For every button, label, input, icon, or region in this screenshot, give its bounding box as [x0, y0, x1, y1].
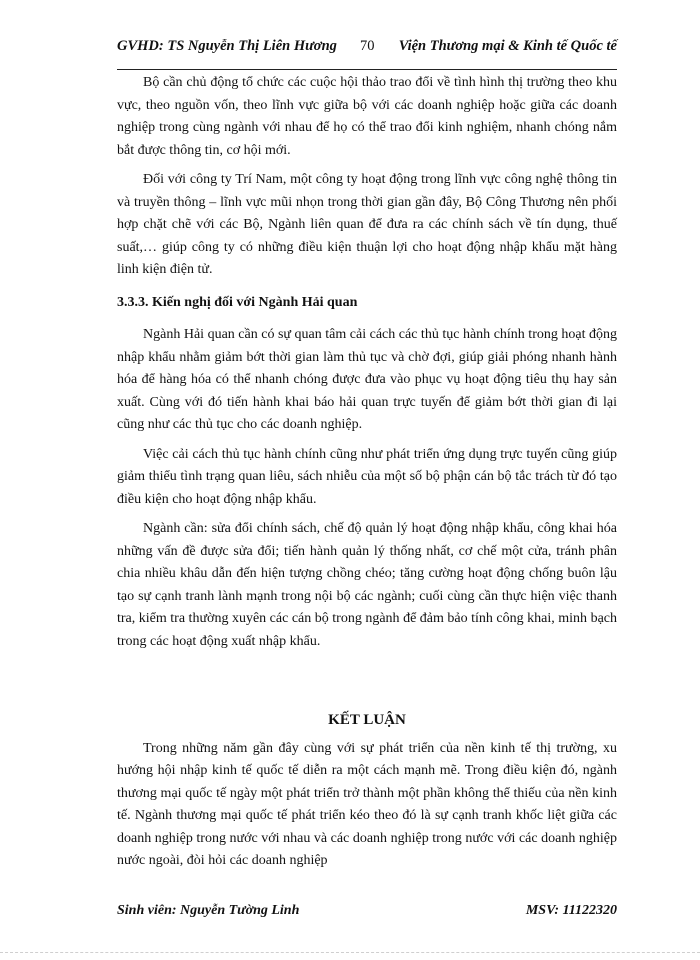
student-name: Sinh viên: Nguyễn Tường Linh	[117, 903, 300, 918]
institute-label: Viện Thương mại & Kinh tế Quốc tế	[398, 38, 617, 54]
paragraph-6: Trong những năm gần đây cùng với sự phát triển của nền kinh tế thị trường, xu hướng hội nhập kinh tế quốc tế diễn ra một cách mạnh mẽ. Trong điều kiện đó, ngành thương mại quốc tế ngày một phát triển trở thành một phần không thể thiếu của nền kinh tế. Ngành thương mại quốc tế phát triển kéo theo đó là sự cạnh tranh khốc liệt giữa các doanh nghiệp trong nước với nhau và các doanh nghiệp trong nước với các doanh nghiệp nước ngoài, đòi hỏi các doanh nghiệp	[117, 740, 617, 868]
paragraph-3: Ngành Hải quan cần có sự quan tâm cải cách các thủ tục hành chính trong hoạt động nhập khẩu nhằm giảm bớt thời gian làm thủ tục và chờ đợi, giúp giải phóng nhanh hành hóa để hàng hóa có thể nhanh chóng được đưa vào phục vụ hoạt động tiêu thụ hay sản xuất. Cùng với đó tiến hành khai báo hải quan trực tuyến để giảm bớt thời gian đi lại cũng như các thủ tục cho các doanh nghiệp.	[117, 327, 617, 432]
page-number: 70	[360, 38, 375, 54]
section-heading: 3.3.3. Kiến nghị đối với Ngành Hải quan	[117, 294, 358, 310]
conclusion-heading: KẾT LUẬN	[328, 712, 406, 728]
supervisor-label: GVHD: TS Nguyễn Thị Liên Hương	[117, 38, 337, 54]
page-content	[117, 72, 617, 880]
paragraph-4: Việc cải cách thủ tục hành chính cũng như phát triển ứng dụng trực tuyến cũng giúp giảm thiểu tình trạng quan liêu, sách nhiễu của một số bộ phận cán bộ tắc trách từ đó tạo điều kiện cho hoạt động nhập khẩu.	[117, 446, 617, 507]
paragraph-2: Đối với công ty Trí Nam, một công ty hoạt động trong lĩnh vực công nghệ thông tin và truyền thông – lĩnh vực mũi nhọn trong thời gian gần đây, Bộ Công Thương nên phối hợp chặt chẽ với các Bộ, Ngành liên quan để đưa ra các chính sách về tín dụng, thuế suất,… giúp công ty có những điều kiện thuận lợi cho hoạt động nhập khẩu mặt hàng linh kiện điện tử.	[117, 172, 617, 277]
paragraph-1: Bộ cần chủ động tổ chức các cuộc hội thảo trao đổi về tình hình thị trường theo khu vực, theo nguồn vốn, theo lĩnh vực giữa bộ với các doanh nghiệp hoặc giữa các doanh nghiệp trong cùng ngành với nhau để họ có thể trao đổi kinh nghiệm, nhanh chóng nắm bắt được thông tin, cơ hội mới.	[117, 75, 617, 158]
page-bottom-divider	[0, 952, 700, 953]
paragraph-5: Ngành cần: sửa đổi chính sách, chế độ quản lý hoạt động nhập khẩu, công khai hóa những vấn đề được sửa đổi; tiến hành quản lý thống nhất, cơ chế một cửa, tránh phân chia nhiều khâu dẫn đến hiện tượng chồng chéo; tăng cường hoạt động chống buôn lậu tạo sự cạnh tranh lành mạnh trong nội bộ các ngành; cuối cùng cần thực hiện việc thanh tra, kiểm tra thường xuyên các cán bộ trong ngành để đảm bảo tính công khai, minh bạch trong các hoạt động xuất nhập khẩu.	[117, 521, 617, 649]
student-id: MSV: 11122320	[525, 903, 617, 918]
header-divider	[117, 69, 617, 70]
